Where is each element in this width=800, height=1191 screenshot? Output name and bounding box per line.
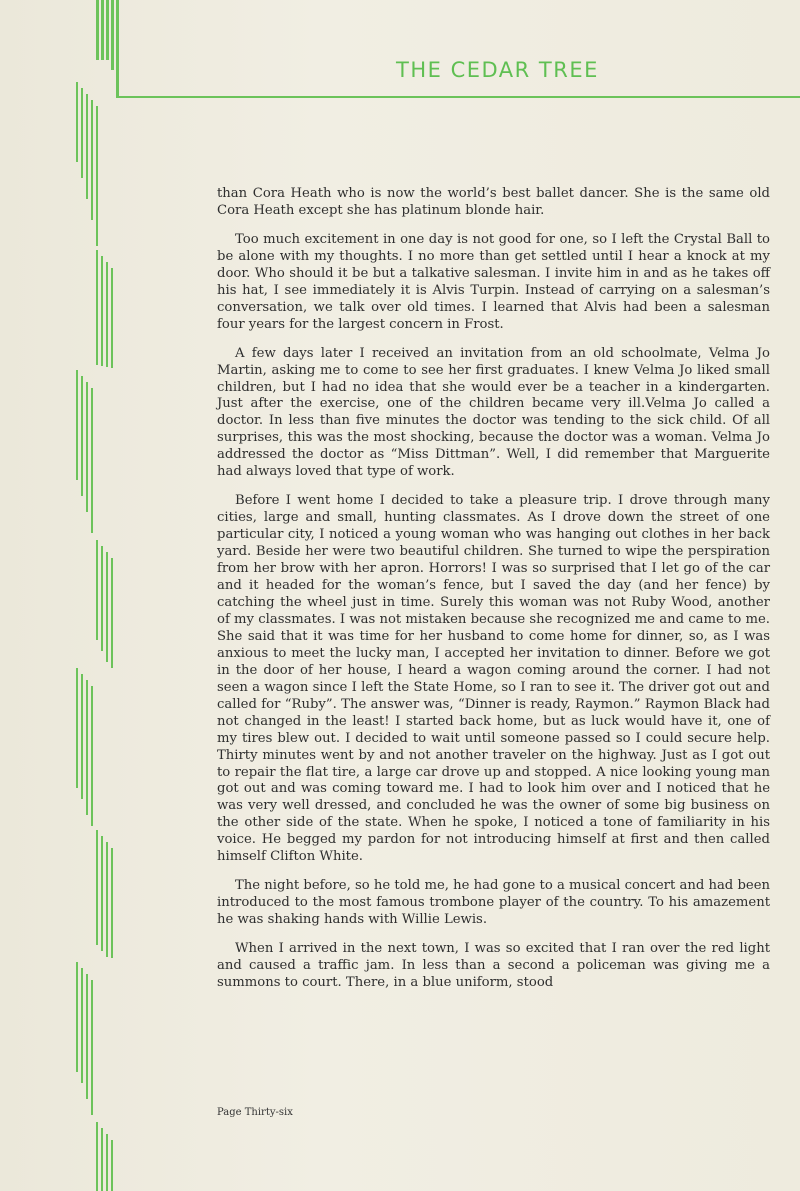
paragraph-6: When I arrived in the next town, I was so excited that I ran over the red light and caused a traffic jam. In less than a second a policeman was giving me a summons to court. There, in a blue uniform, stood — [217, 941, 770, 990]
decorative-border-stripes — [0, 0, 120, 1191]
paragraph-2: Too much excitement in one day is not good for one, so I left the Crystal Ball to be alone with my thoughts. I no more than get settled until I hear a knock at my door. Who should it be but a talkative salesman. I invite him in and as he takes off his hat, I see immediately it is Alvis Turpin. Instead of carrying on a salesman’s conversation, we talk over old times. I learned that Alvis had been a salesman four years for the largest concern in Frost. — [217, 231, 770, 332]
article-body — [217, 186, 770, 1004]
paragraph-5: The night before, so he told me, he had gone to a musical concert and had been introduced to the most famous trombone player of the country. To his amazement he was shaking hands with Willie Lewis. — [217, 878, 770, 928]
page-number: Page Thirty-six — [217, 1107, 293, 1118]
paragraph-1: than Cora Heath who is now the world’s best ballet dancer. She is the same old Cora Heath except she has platinum blonde hair. — [217, 186, 770, 218]
header-rule — [116, 96, 800, 98]
running-header-title: THE CEDAR TREE — [396, 58, 599, 82]
paragraph-4: Before I went home I decided to take a pleasure trip. I drove through many cities, large and small, hunting classmates. As I drove down the street of one particular city, I noticed a young woman who was hanging out clothes in her back yard. Beside her were two beautiful children. She turned to wipe the perspiration from her brow with her apron. Horrors! I was so surprised that I let go of the car and it headed for the woman’s fence, but I saved the day (and her fence) by catching the wheel just in time. Surely this woman was not Ruby Wood, another of my classmates. I was not mistaken because she recognized me and came to me. She said that it was time for her husband to come home for dinner, so, as I was anxious to meet the lucky man, I accepted her invitation to dinner. Before we got in the door of her house, I heard a wagon coming around the corner. I had not seen a wagon since I left the State Home, so I ran to see it. The driver got out and called for “Ruby”. The answer was, “Dinner is ready, Raymon.” Raymon Black had not changed in the least! I started back home, but as luck would have it, one of my tires blew out. I decided to wait until someone passed so I could secure help. Thirty minutes went by and not another traveler on the highway. Just as I got out to repair the flat tire, a large car drove up and stopped. A nice looking young man got out and was coming toward me. I had to look him over and I noticed that he was very well dressed, and concluded he was the owner of some big business on the other side of the state. When he spoke, I noticed a tone of familiarity in his voice. He begged my pardon for not introducing himself at first and then called himself Clifton White. — [217, 493, 770, 865]
paragraph-3: A few days later I received an invitation from an old schoolmate, Velma Jo Martin, asking me to come to see her first graduates. I knew Velma Jo liked small children, but I had no idea that she would ever be a teacher in a kindergarten. Just after the exercise, one of the children became very ill.Velma Jo called a doctor. In less than five minutes the doctor was tending to the sick child. Of all surprises, this was the most shocking, because the doctor was a woman. Velma Jo addressed the doctor as “Miss Dittman”. Well, I did remember that Marguerite had always loved that type of work. — [217, 345, 770, 480]
